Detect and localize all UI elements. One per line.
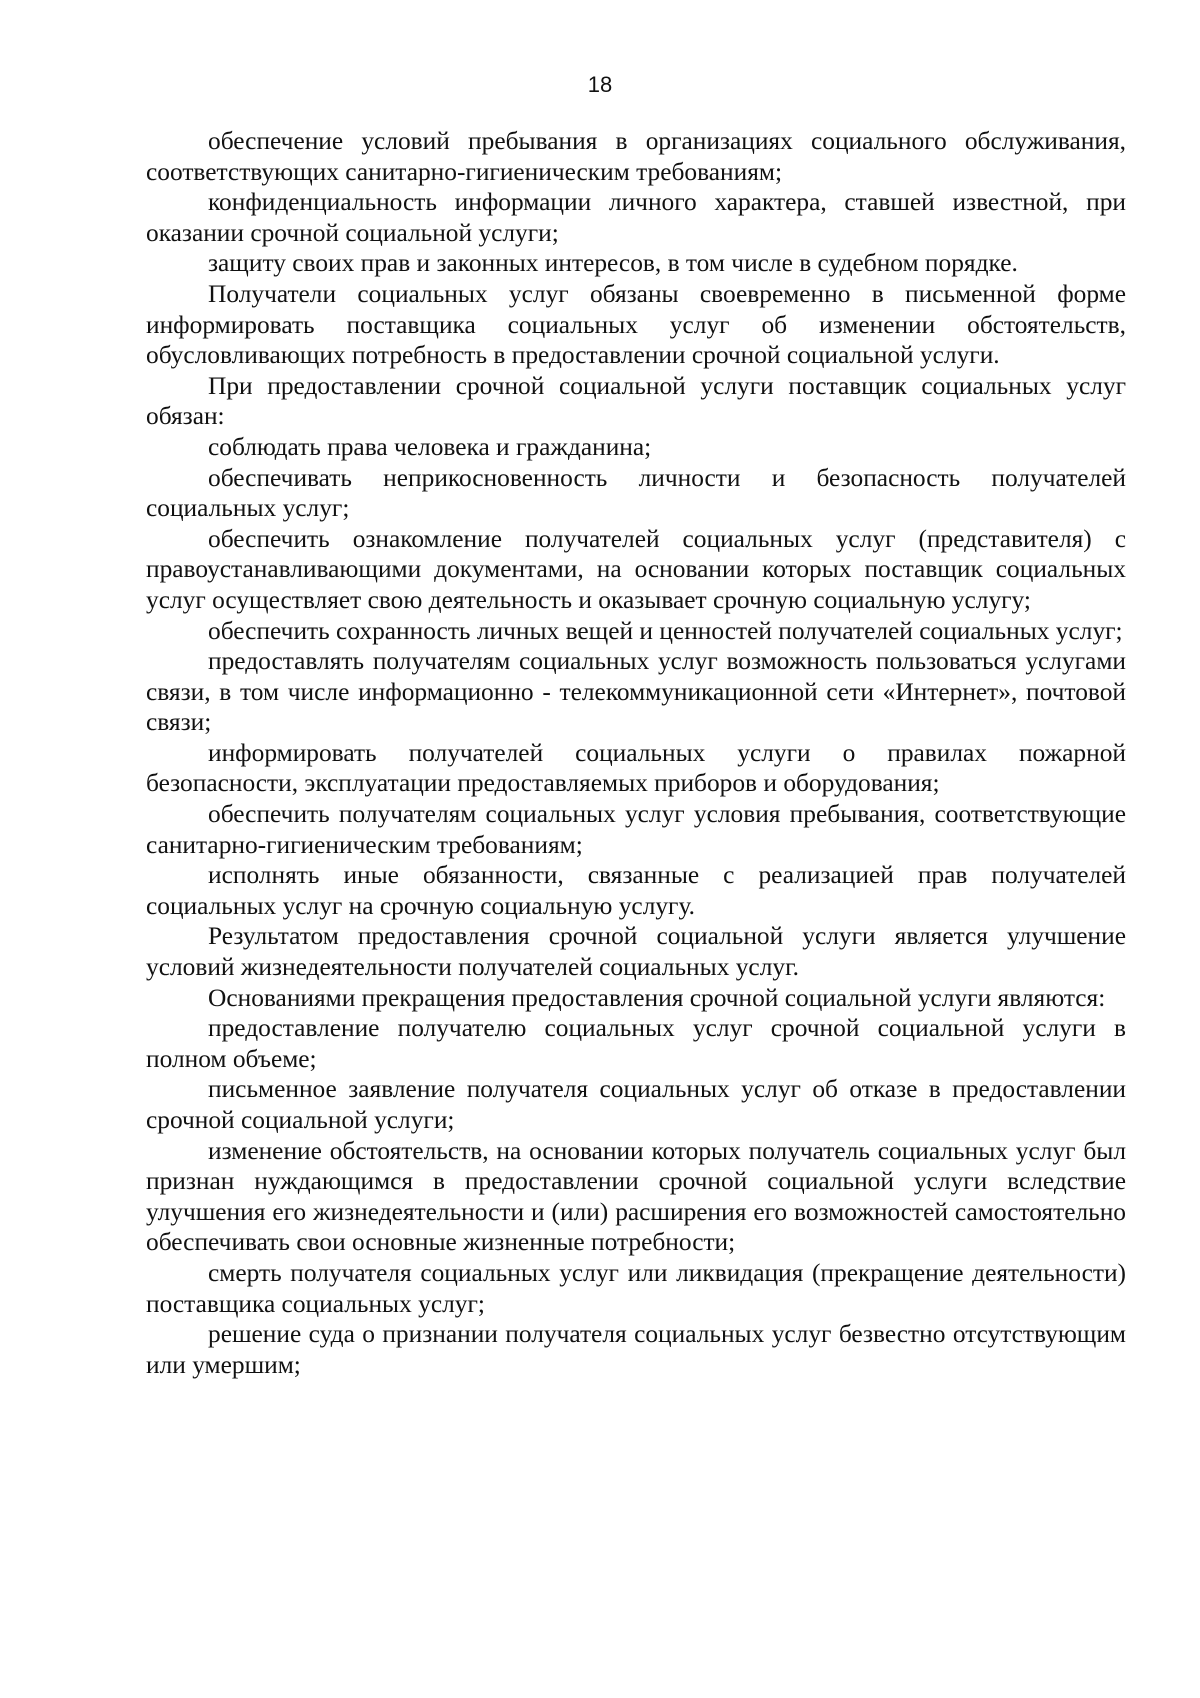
paragraph: предоставлять получателям социальных услуг возможность пользоваться услугами связи, в том числе информационно - телекоммуникационной сети «Интернет», почтовой связи; bbox=[146, 647, 1126, 737]
paragraph: обеспечить сохранность личных вещей и ценностей получателей социальных услуг; bbox=[208, 616, 1123, 645]
paragraph: При предоставлении срочной социальной услуги поставщик социальных услуг обязан: bbox=[146, 371, 1126, 431]
paragraph: защиту своих прав и законных интересов, в том числе в судебном порядке. bbox=[208, 249, 1018, 278]
document-body bbox=[146, 126, 1126, 1380]
page-number: 18 bbox=[587, 72, 613, 97]
paragraph: соблюдать права человека и гражданина; bbox=[208, 432, 652, 461]
paragraph: конфиденциальность информации личного характера, ставшей известной, при оказании срочной социальной услуги; bbox=[146, 188, 1126, 247]
paragraph: письменное заявление получателя социальных услуг об отказе в предоставлении срочной социальной услуги; bbox=[146, 1075, 1126, 1134]
paragraph: Результатом предоставления срочной социальной услуги является улучшение условий жизнедеятельности получателей социальных услуг. bbox=[146, 922, 1126, 982]
paragraph: смерть получателя социальных услуг или ликвидация (прекращение деятельности) поставщика социальных услуг; bbox=[146, 1258, 1126, 1318]
paragraph: обеспечить получателям социальных услуг условия пребывания, соответствующие санитарно-гигиеническим требованиям; bbox=[146, 800, 1126, 859]
paragraph: Получатели социальных услуг обязаны своевременно в письменной форме информировать поставщика социальных услуг об изменении обстоятельств, обусловливающих потребность в предоставлении срочной социальной услуги. bbox=[146, 279, 1126, 370]
paragraph: обеспечивать неприкосновенность личности и безопасность получателей социальных услуг; bbox=[146, 463, 1126, 523]
paragraph: предоставление получателю социальных услуг срочной социальной услуги в полном объеме; bbox=[146, 1014, 1126, 1073]
paragraph: решение суда о признании получателя социальных услуг безвестно отсутствующим или умершим; bbox=[146, 1320, 1126, 1379]
paragraph: изменение обстоятельств, на основании которых получатель социальных услуг был признан нуждающимся в предоставлении срочной социальной услуги вследствие улучшения его жизнедеятельности и (или) расширения его возможностей самостоятельно обеспечивать свои основные жизненные потребности; bbox=[146, 1136, 1126, 1257]
paragraph: исполнять иные обязанности, связанные с реализацией прав получателей социальных услуг на срочную социальную услугу. bbox=[146, 861, 1126, 920]
paragraph: обеспечение условий пребывания в организациях социального обслуживания, соответствующих санитарно-гигиеническим требованиям; bbox=[146, 127, 1126, 186]
paragraph: обеспечить ознакомление получателей социальных услуг (представителя) с правоустанавливающими документами, на основании которых поставщик социальных услуг осуществляет свою деятельность и оказывает срочную социальную услугу; bbox=[146, 524, 1126, 614]
paragraph: Основаниями прекращения предоставления срочной социальной услуги являются: bbox=[208, 983, 1106, 1012]
paragraph: информировать получателей социальных услуги о правилах пожарной безопасности, эксплуатации предоставляемых приборов и оборудования; bbox=[146, 738, 1126, 798]
